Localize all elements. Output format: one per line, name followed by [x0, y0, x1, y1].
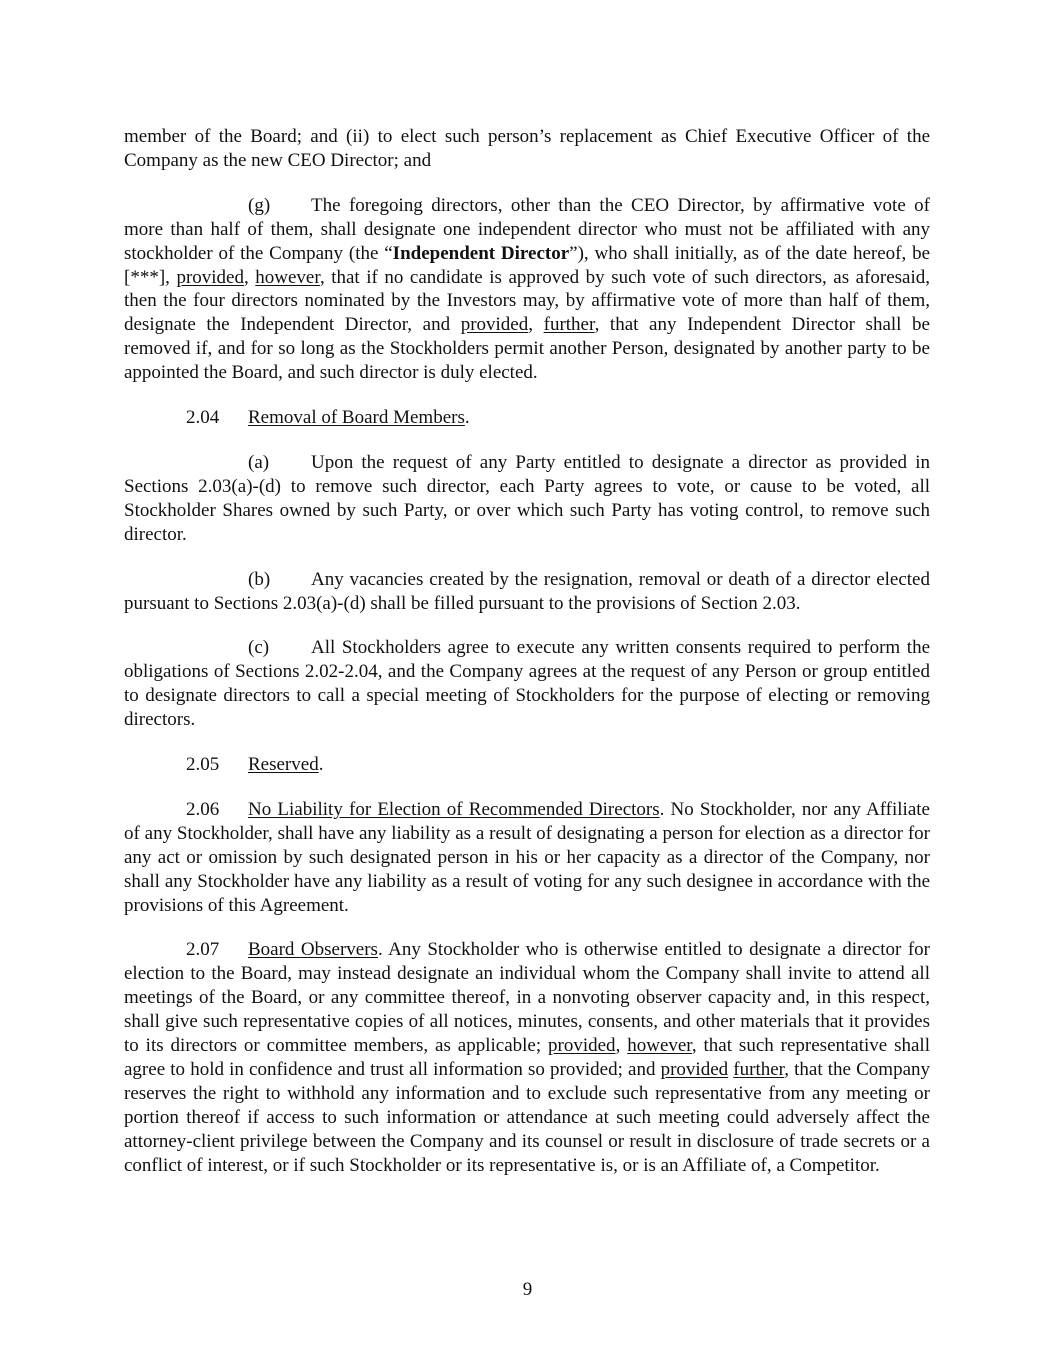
underlined-term: Reserved	[248, 754, 319, 776]
subsection-paragraph	[124, 451, 930, 547]
text-segment: , that the Company reserves the right to withhold any information and to exclude such representative from any meeting or portion thereof if access to such information or attendance at such meeting could adversely affect the attorney-client privilege between the Company and its counsel or result in disclosure of trade secrets or a conflict of interest, or if such Stockholder or its representative is, or is an Affiliate of, a Competitor.	[124, 1059, 931, 1176]
underlined-term: Removal of Board Members	[248, 407, 465, 429]
text-segment: . Any Stockholder who is otherwise entitled to designate a director for election to the Board, may instead designate an individual whom the Company shall invite to attend all meetings of the Board, or any committee thereof, in a nonvoting observer capacity and, in this respect, shall give such representative copies of all notices, minutes, consents, and other materials that it provides to its directors or committee members, as applicable;	[124, 939, 930, 1057]
text-segment: .	[318, 754, 324, 776]
page-number: 9	[522, 1279, 533, 1300]
paragraph-label: 2.06	[186, 798, 220, 820]
text-segment: ,	[243, 266, 256, 288]
defined-term: Independent Director	[392, 242, 570, 264]
text-segment: .	[464, 407, 470, 429]
paragraph-label: (c)	[248, 637, 270, 659]
underlined-term: further	[733, 1059, 785, 1080]
text-segment: ,	[615, 1035, 628, 1057]
paragraph-label: (a)	[248, 451, 270, 473]
text-segment: . No Stockholder, nor any Affiliate of any Stockholder, shall have any liability as a result of designating a person for election as a director for any act or omission by such designated person in his or her capacity as a director of the Company, nor shall any Stockholder have any liability as a result of voting for any such designee in accordance with the provisions of this Agreement.	[124, 798, 930, 916]
text-segment: The foregoing directors, other than the CEO Director, by affirmative vote of more than half of them, shall designate one independent director who must not be affiliated with any stockholder of the Company (the “	[124, 194, 930, 264]
paragraph-label: 2.05	[186, 754, 220, 776]
section-paragraph	[124, 798, 930, 918]
text-segment: , that if no candidate is approved by such vote of such directors, as aforesaid, then the four directors nominated by the Investors may, by affirmative vote of more than half of them, designate the Independent Director, and	[124, 266, 931, 336]
text-segment: All Stockholders agree to execute any written consents required to perform the obligations of Sections 2.02-2.04, and the Company agrees at the request of any Person or group entitled to designate directors to call a special meeting of Stockholders for the purpose of electing or removing directors.	[124, 637, 930, 731]
text-segment: , that such representative shall agree to hold in confidence and trust all information so provided; and	[124, 1035, 930, 1080]
text-segment: ,	[528, 314, 544, 336]
underlined-term: however	[255, 266, 320, 288]
text-segment: ”), who shall initially, as of the date hereof, be [***],	[124, 242, 931, 288]
subsection-paragraph	[124, 568, 930, 616]
paragraph-label: (b)	[248, 568, 271, 590]
document-body	[124, 125, 930, 1199]
section-paragraph	[124, 938, 930, 1177]
underlined-term: Board Observers	[248, 939, 378, 961]
subsection-paragraph	[124, 636, 930, 732]
section-paragraph	[124, 406, 930, 430]
paragraph-label: 2.04	[186, 407, 220, 429]
section-paragraph	[124, 753, 930, 777]
underlined-term: No Liability for Election of Recommended Directors	[248, 798, 660, 820]
text-segment: Upon the request of any Party entitled to designate a director as provided in Sections 2.03(a)-(d) to remove such director, each Party agrees to vote, or cause to be voted, all Stockholder Shares owned by such Party, or over which such Party has voting control, to remove such director.	[124, 451, 930, 545]
subsection-paragraph	[124, 194, 930, 385]
paragraph-label: (g)	[248, 194, 271, 216]
text-segment: member of the Board; and (ii) to elect such person’s replacement as Chief Executive Officer of the Company as the new CEO Director; and	[124, 126, 930, 171]
underlined-term: further	[543, 314, 595, 336]
paragraph-label: 2.07	[186, 939, 220, 961]
continued-paragraph	[124, 125, 930, 173]
underlined-term: provided	[460, 314, 529, 336]
underlined-term: provided	[548, 1035, 616, 1057]
text-segment: , that any Independent Director shall be removed if, and for so long as the Stockholders permit another Person, designated by another party to be appointed the Board, and such director is duly elected.	[124, 314, 930, 384]
underlined-term: however	[627, 1035, 692, 1057]
text-segment: Any vacancies created by the resignation, removal or death of a director elected pursuant to Sections 2.03(a)-(d) shall be filled pursuant to the provisions of Section 2.03.	[124, 568, 930, 614]
underlined-term: provided	[176, 266, 244, 288]
underlined-term: provided	[660, 1059, 729, 1080]
